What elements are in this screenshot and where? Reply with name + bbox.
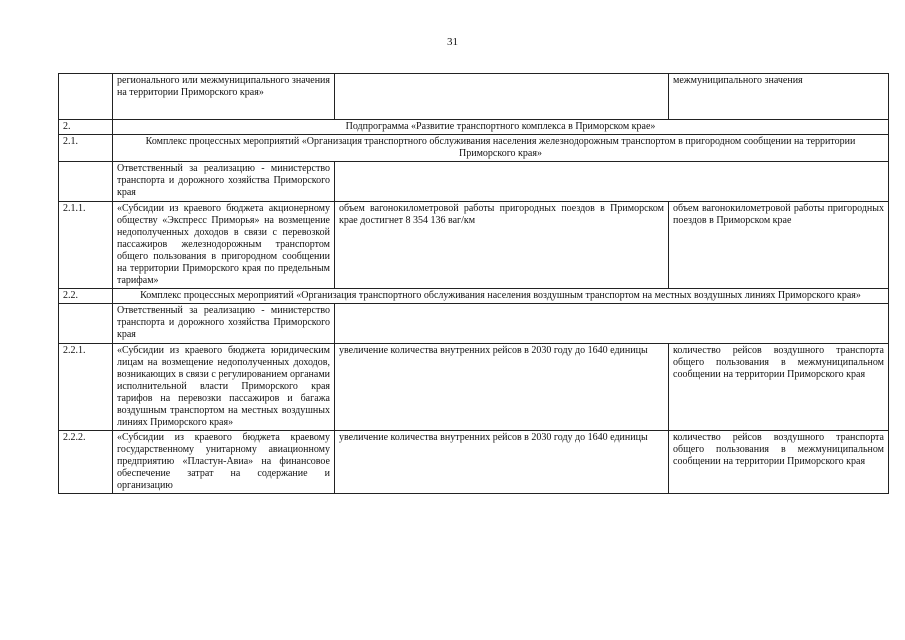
row-number: 2.1.1.	[59, 202, 113, 289]
result-cell: увеличение количества внутренних рейсов в 2030 году до 1640 единицы	[335, 431, 669, 494]
table-row	[59, 289, 889, 304]
table-row	[59, 202, 889, 289]
row-number: 2.1.	[59, 135, 113, 162]
measure-name-cell: «Субсидии из краевого бюджета акционерному обществу «Экспресс Приморья» на возмещение недополученных доходов в связи с перевозкой пассажиров железнодорожным транспортом общего пользования в пригородном сообщении на территории Приморского края по предельным тарифам»	[113, 202, 335, 289]
row-number	[59, 304, 113, 344]
result-cell: объем вагонокилометровой работы пригородных поездов в Приморском крае достигнет 8 354 136 ваг/км	[335, 202, 669, 289]
table-row	[59, 135, 889, 162]
result-cell	[335, 74, 669, 120]
indicator-cell: количество рейсов воздушного транспорта общего пользования в межмуниципальном сообщении на территории Приморского края	[669, 431, 889, 494]
indicator-cell: объем вагонокилометровой работы пригородных поездов в Приморском крае	[669, 202, 889, 289]
responsible-cell: Ответственный за реализацию - министерство транспорта и дорожного хозяйства Приморского края	[113, 304, 335, 344]
row-number: 2.2.2.	[59, 431, 113, 494]
table-row	[59, 74, 889, 120]
result-cell: увеличение количества внутренних рейсов в 2030 году до 1640 единицы	[335, 344, 669, 431]
measure-name-cell: регионального или межмуниципального значения на территории Приморского края»	[113, 74, 335, 120]
row-number	[59, 74, 113, 120]
measure-name-cell: «Субсидии из краевого бюджета юридическим лицам на возмещение недополученных доходов, возникающих в связи с регулированием органами исполнительной власти Приморского края тарифов на перевозки пассажиров и багажа воздушным транспортом на местных воздушных линиях Приморского края»	[113, 344, 335, 431]
row-number: 2.2.1.	[59, 344, 113, 431]
subprogram-title: Подпрограмма «Развитие транспортного комплекса в Приморском крае»	[113, 120, 889, 135]
table-row	[59, 162, 889, 202]
table-row	[59, 304, 889, 344]
table-row	[59, 120, 889, 135]
measure-name-cell: «Субсидии из краевого бюджета краевому государственному унитарному авиационному предприятию «Пластун-Авиа» на финансовое обеспечение затрат на содержание и организацию	[113, 431, 335, 494]
indicator-cell: количество рейсов воздушного транспорта общего пользования в межмуниципальном сообщении на территории Приморского края	[669, 344, 889, 431]
row-number: 2.	[59, 120, 113, 135]
complex-title: Комплекс процессных мероприятий «Организация транспортного обслуживания населения железнодорожным транспортом в пригородном сообщении на территории Приморского края»	[113, 135, 889, 162]
measures-table	[58, 73, 889, 494]
table-row	[59, 344, 889, 431]
empty-cell	[335, 304, 889, 344]
table-row	[59, 431, 889, 494]
complex-title: Комплекс процессных мероприятий «Организация транспортного обслуживания населения воздушным транспортом на местных воздушных линиях Приморского края»	[113, 289, 889, 304]
empty-cell	[335, 162, 889, 202]
responsible-cell: Ответственный за реализацию - министерство транспорта и дорожного хозяйства Приморского края	[113, 162, 335, 202]
row-number: 2.2.	[59, 289, 113, 304]
page-number: 31	[447, 36, 458, 48]
row-number	[59, 162, 113, 202]
indicator-cell: межмуниципального значения	[669, 74, 889, 120]
